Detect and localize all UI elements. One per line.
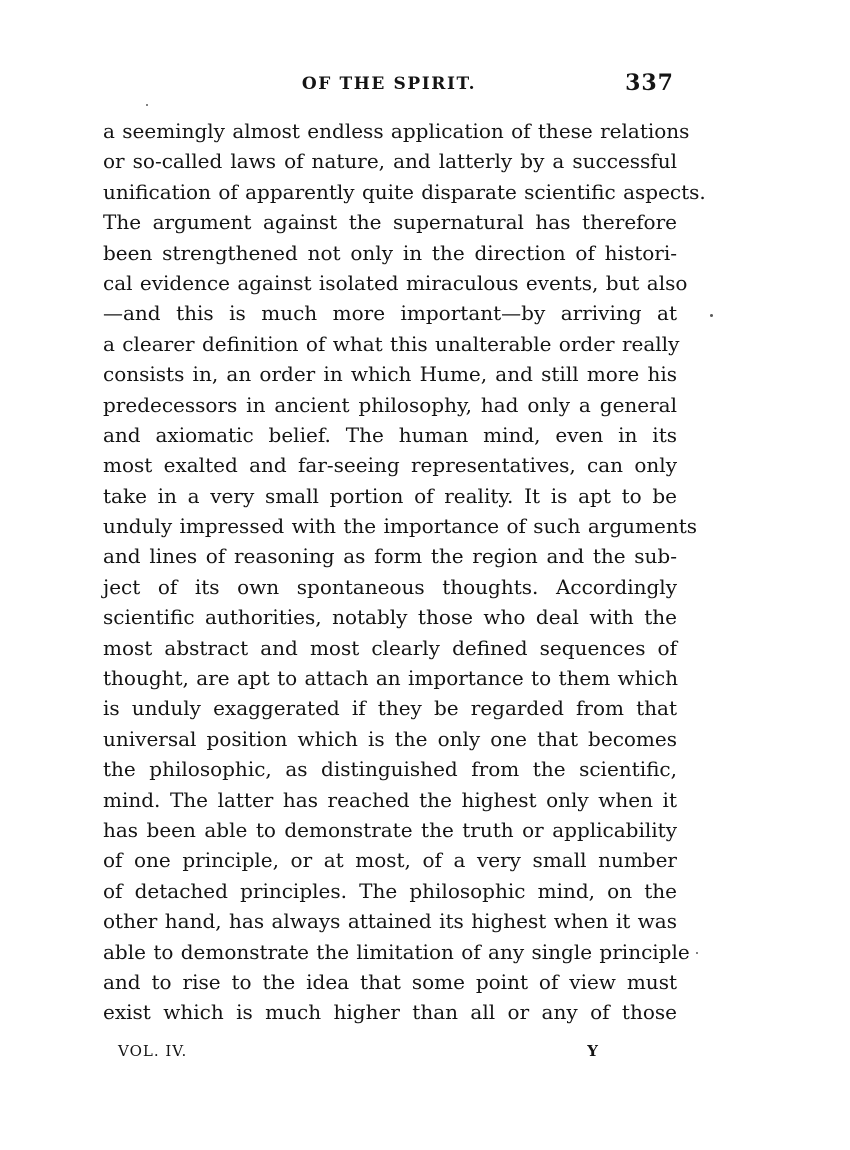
text-line: exist which is much higher than all or any of those [103,1000,677,1025]
text-line: or so-called laws of nature, and latterly by a successful [103,149,677,174]
text-line: The argument against the supernatural has therefore [103,210,677,235]
text-line: universal position which is the only one that becomes [103,726,677,751]
text-line: able to demonstrate the limitation of any single principle [103,939,690,964]
scan-speck [696,952,698,954]
text-line: consists in, an order in which Hume, and still more his [103,362,677,387]
running-title: OF THE SPIRIT. [301,74,477,94]
text-line: and to rise to the idea that some point of view must [103,969,677,994]
text-line: of one principle, or at most, of a very small number [103,848,677,873]
scan-speck [710,314,713,317]
body-text [103,116,706,1028]
text-line: ject of its own spontaneous thoughts. Accordingly [103,574,677,599]
page-number: 337 [625,70,674,96]
text-line: most abstract and most clearly defined sequences of [103,635,677,660]
text-line: unification of apparently quite disparate scientific aspects. [103,179,706,204]
text-line: of detached principles. The philosophic mind, on the [103,878,677,903]
text-line: and axiomatic belief. The human mind, even in its [103,422,677,447]
text-line: cal evidence against isolated miraculous events, but also [103,270,688,295]
gathering-mark: Y [587,1042,598,1060]
text-line: other hand, has always attained its highest when it was [103,909,677,934]
volume-signature: VOL. IV. [118,1042,188,1060]
text-line: —and this is much more important—by arriving at [103,301,677,326]
text-line: a clearer definition of what this unalterable order really [103,331,680,356]
text-line: thought, are apt to attach an importance to them which [103,666,679,691]
text-line: scientific authorities, notably those who deal with the [103,605,677,630]
text-line: most exalted and far-seeing representatives, can only [103,453,677,478]
scan-speck [146,104,148,106]
text-line: mind. The latter has reached the highest only when it [103,787,677,812]
text-line: take in a very small portion of reality. It is apt to be [103,483,677,508]
text-line: the philosophic, as distinguished from the scientific, [103,757,677,782]
text-line: a seemingly almost endless application of these relations [103,119,690,143]
text-line: and lines of reasoning as form the region and the sub- [103,544,677,569]
text-line: predecessors in ancient philosophy, had only a general [103,392,677,417]
text-line: is unduly exaggerated if they be regarded from that [103,696,677,721]
running-header [100,70,678,106]
text-line: been strengthened not only in the direction of histori- [103,240,677,265]
text-line: has been able to demonstrate the truth or applicability [103,817,677,842]
page-footer [118,1040,598,1064]
text-line: unduly impressed with the importance of such arguments [103,514,698,539]
